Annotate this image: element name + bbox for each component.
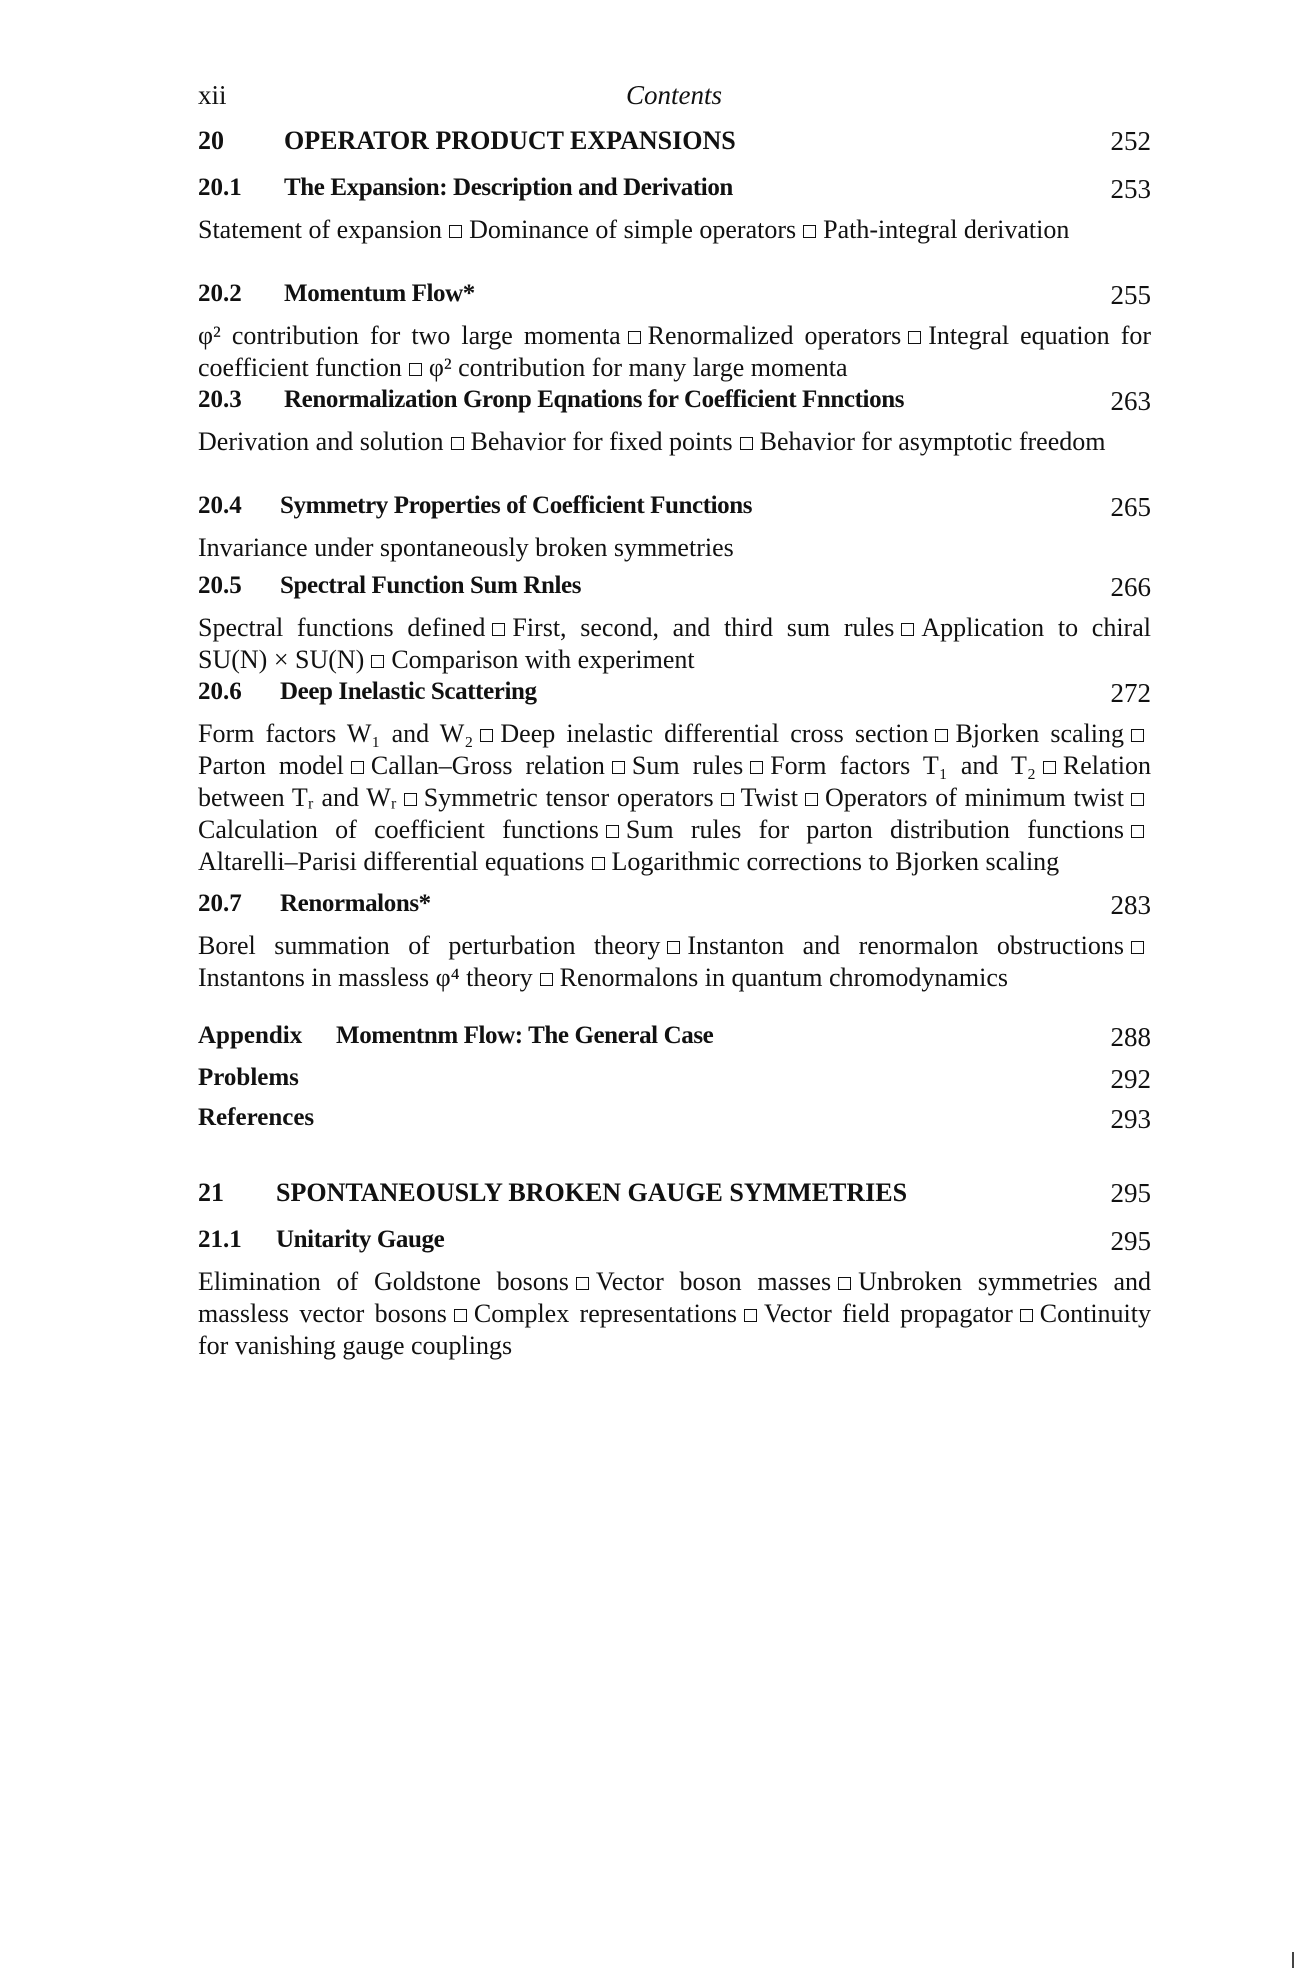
appendix-label: Appendix: [198, 1022, 303, 1049]
separator-box-icon: [628, 331, 641, 344]
section-number: 21.1: [198, 1226, 242, 1253]
chapter-number: 21: [198, 1178, 224, 1207]
section-page: 295: [1110, 1226, 1151, 1256]
section-description: Elimination of Goldstone bosons Vector boson masses Unbroken symmetries and massless vector bosons Complex representations Vector field propagator Continuity for vanishing gauge couplings: [198, 1267, 1152, 1360]
section-description: φ² contribution for two large momenta Renormalized operators Integral equation for coefficient function φ² contribution for many large momenta: [198, 321, 1152, 382]
problems-page: 292: [1110, 1064, 1151, 1094]
section-title: The Expansion: Description and Derivation: [284, 174, 733, 201]
section-title: Spectral Function Sum Rnles: [280, 572, 582, 599]
separator-box-icon: [935, 729, 948, 742]
section-20-7: [198, 890, 1151, 994]
section-title: Renormalons*: [280, 890, 431, 917]
section-title: Symmetry Properties of Coefficient Functions: [280, 492, 753, 519]
separator-box-icon: [740, 437, 753, 450]
section-description: Invariance under spontaneously broken symmetries: [198, 533, 734, 562]
section-description: Derivation and solution Behavior for fixed points Behavior for asymptotic freedom: [198, 427, 1106, 456]
section-page: 263: [1110, 386, 1151, 416]
section-description: Spectral functions defined First, second, and third sum rules Application to chiral SU(N) × SU(N) Comparison with experiment: [198, 613, 1151, 674]
section-number: 20.7: [198, 890, 242, 917]
separator-box-icon: [1131, 793, 1144, 806]
references-label: References: [198, 1104, 315, 1131]
separator-box-icon: [721, 793, 734, 806]
separator-box-icon: [451, 437, 464, 450]
section-20-4: [198, 492, 1151, 564]
chapter-20-heading: [198, 126, 1151, 162]
separator-box-icon: [592, 857, 605, 870]
separator-box-icon: [404, 793, 417, 806]
references-page: 293: [1110, 1104, 1151, 1134]
page-number: xii: [198, 80, 227, 110]
separator-box-icon: [576, 1277, 589, 1290]
section-title: Unitarity Gauge: [276, 1226, 445, 1253]
section-description: Form factors W₁ and W₂ Deep inelastic differential cross section Bjorken scalingParton model Callan–Gross relation Sum rules Form factors T₁ and T₂ Relation between Tᵣ and Wᵣ Symmetric tensor operators Twist Operators of minimum twistCalculation of coefficient functions Sum rules for parton distribution functionsAltarelli–Parisi differential equations Logarithmic corrections to Bjorken scaling: [198, 719, 1152, 876]
separator-box-icon: [371, 655, 384, 668]
section-20-3: [198, 386, 1151, 458]
separator-box-icon: [803, 225, 816, 238]
separator-box-icon: [750, 761, 763, 774]
section-page: 283: [1110, 890, 1151, 920]
separator-box-icon: [744, 1309, 757, 1322]
references-entry: [198, 1104, 1151, 1140]
separator-box-icon: [1131, 729, 1144, 742]
section-page: 266: [1110, 572, 1151, 602]
section-20-6: [198, 678, 1151, 878]
separator-box-icon: [1043, 761, 1056, 774]
section-page: 255: [1110, 280, 1151, 310]
section-title: Momentum Flow*: [284, 280, 475, 307]
separator-box-icon: [540, 973, 553, 986]
page-header: [198, 80, 1150, 116]
chapter-title: OPERATOR PRODUCT EXPANSIONS: [284, 126, 736, 155]
section-page: 253: [1110, 174, 1151, 204]
chapter-title: SPONTANEOUSLY BROKEN GAUGE SYMMETRIES: [276, 1178, 908, 1207]
separator-box-icon: [449, 225, 462, 238]
problems-entry: [198, 1064, 1151, 1100]
section-20-2: [198, 280, 1151, 384]
separator-box-icon: [612, 761, 625, 774]
problems-label: Problems: [198, 1064, 299, 1091]
appendix-title: Momentnm Flow: The General Case: [336, 1022, 714, 1049]
separator-box-icon: [805, 793, 818, 806]
chapter-21-heading: [198, 1178, 1151, 1214]
separator-box-icon: [1020, 1309, 1033, 1322]
separator-box-icon: [1131, 941, 1144, 954]
section-number: 20.2: [198, 280, 242, 307]
section-number: 20.4: [198, 492, 242, 519]
running-head: Contents: [625, 80, 722, 110]
separator-box-icon: [454, 1309, 467, 1322]
section-21-1: [198, 1226, 1151, 1362]
separator-box-icon: [1131, 825, 1144, 838]
section-20-1: [198, 174, 1151, 246]
chapter-page: 252: [1110, 126, 1151, 156]
separator-box-icon: [838, 1277, 851, 1290]
section-20-5: [198, 572, 1151, 676]
chapter-number: 20: [198, 126, 224, 155]
section-page: 265: [1110, 492, 1151, 522]
section-page: 272: [1110, 678, 1151, 708]
appendix-page: 288: [1110, 1022, 1151, 1052]
separator-box-icon: [901, 623, 914, 636]
appendix-entry: [198, 1022, 1151, 1058]
section-description: Borel summation of perturbation theory Instanton and renormalon obstructionsInstantons in massless φ⁴ theory Renormalons in quantum chromodynamics: [198, 930, 1151, 994]
separator-box-icon: [606, 825, 619, 838]
chapter-page: 295: [1110, 1178, 1151, 1208]
separator-box-icon: [480, 729, 493, 742]
separator-box-icon: [492, 623, 505, 636]
section-number: 20.5: [198, 572, 242, 599]
section-number: 20.3: [198, 386, 242, 413]
section-title: Renormalization Gronp Eqnations for Coefficient Fnnctions: [284, 386, 905, 413]
separator-box-icon: [351, 761, 364, 774]
section-title: Deep Inelastic Scattering: [280, 678, 537, 705]
section-number: 20.1: [198, 174, 242, 201]
separator-box-icon: [908, 331, 921, 344]
separator-box-icon: [409, 363, 422, 376]
section-description: Statement of expansion Dominance of simple operators Path-integral derivation: [198, 215, 1070, 244]
section-number: 20.6: [198, 678, 242, 705]
separator-box-icon: [667, 941, 680, 954]
scan-edge-mark: [1292, 1952, 1294, 1968]
